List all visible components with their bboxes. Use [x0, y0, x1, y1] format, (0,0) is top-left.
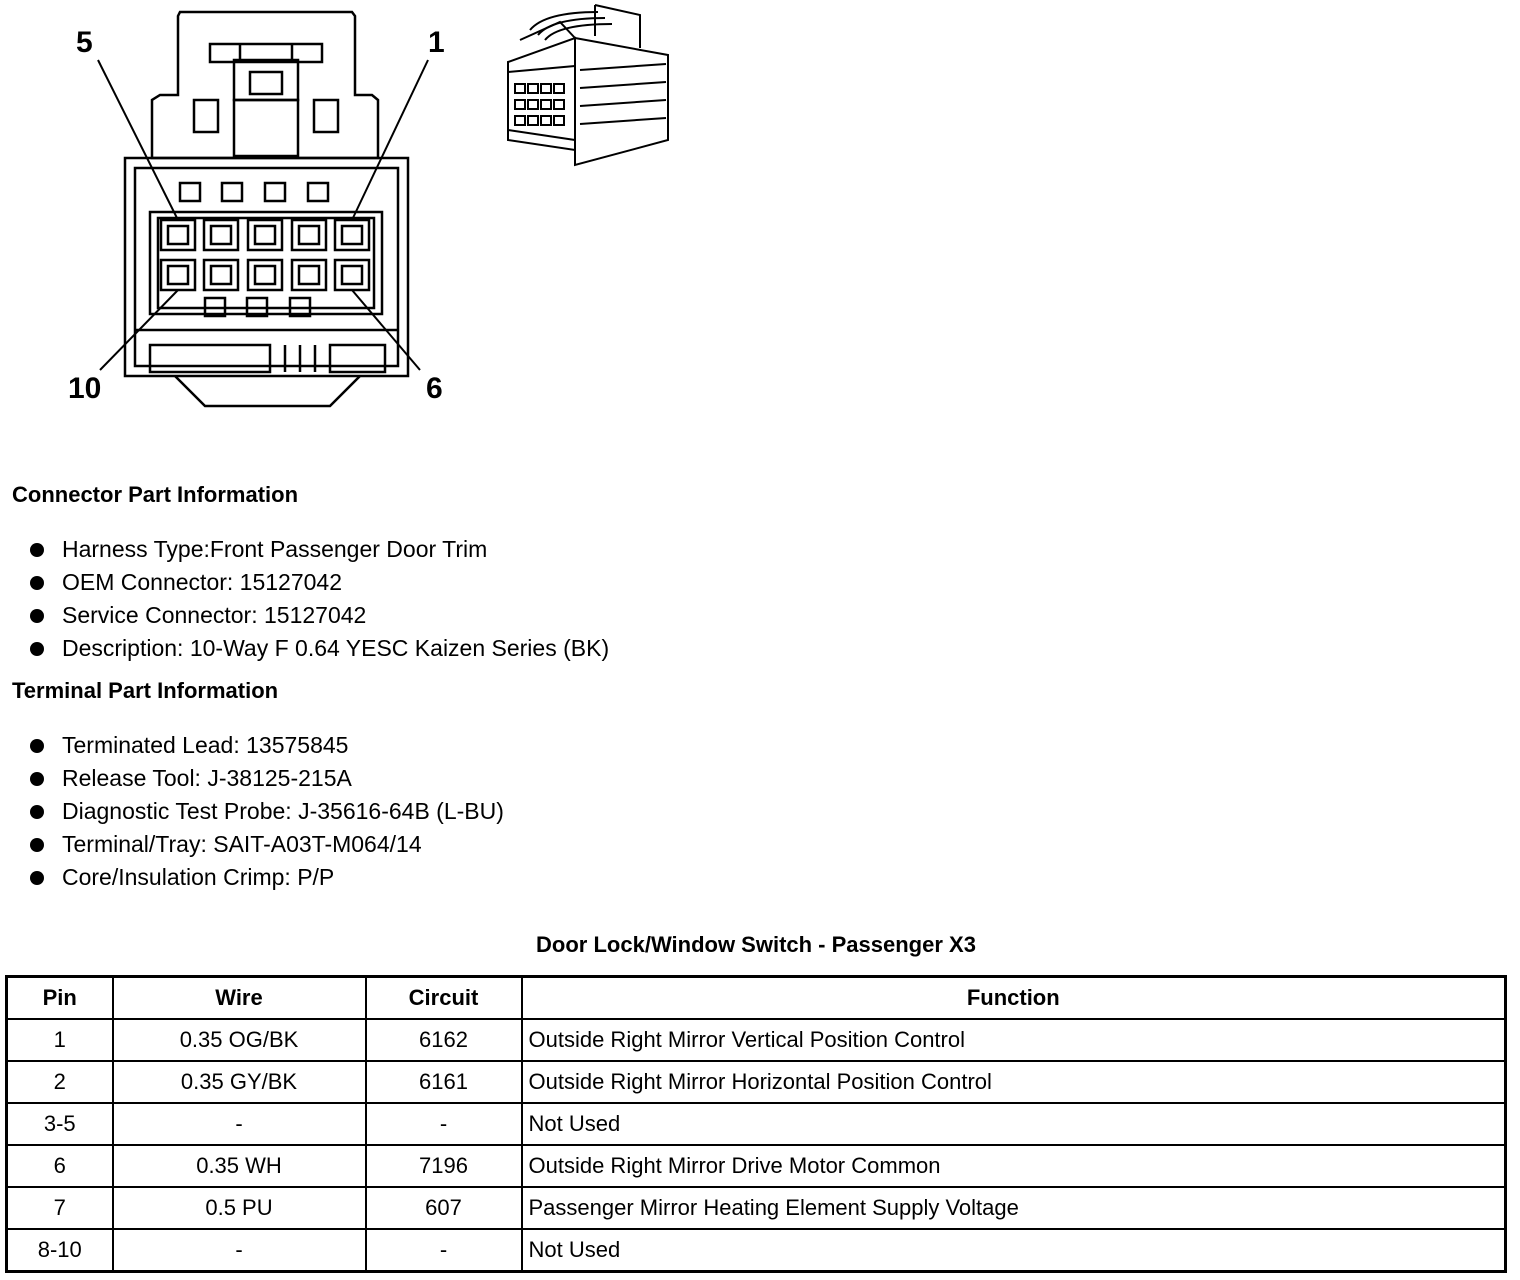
terminal-info-item: Terminated Lead: 13575845 — [62, 732, 349, 758]
cell-wire: - — [113, 1229, 366, 1272]
pin-label-10: 10 — [68, 372, 102, 405]
cavities-top-row — [161, 220, 369, 250]
terminal-info-title: Terminal Part Information — [12, 678, 279, 703]
cell-circuit: 6162 — [366, 1019, 522, 1061]
list-item — [30, 533, 609, 566]
cell-pin: 6 — [7, 1145, 113, 1187]
cell-function: Not Used — [522, 1229, 1506, 1272]
cell-wire: 0.35 GY/BK — [113, 1061, 366, 1103]
connector-diagram — [0, 0, 700, 420]
list-item — [30, 828, 504, 861]
list-item — [30, 566, 609, 599]
header-function: Function — [522, 977, 1506, 1020]
header-circuit: Circuit — [366, 977, 522, 1020]
terminal-info-item: Core/Insulation Crimp: P/P — [62, 864, 335, 890]
cell-function: Outside Right Mirror Vertical Position Control — [522, 1019, 1506, 1061]
connector-info-item: Service Connector: 15127042 — [62, 602, 367, 628]
pin-label-5: 5 — [76, 26, 93, 59]
table-header-row — [7, 977, 1506, 1020]
cell-circuit: 7196 — [366, 1145, 522, 1187]
cavities-bottom-row — [161, 260, 369, 290]
pin-label-1: 1 — [428, 26, 445, 59]
header-wire: Wire — [113, 977, 366, 1020]
bullet-icon — [30, 871, 44, 885]
cell-wire: - — [113, 1103, 366, 1145]
terminal-info-item: Diagnostic Test Probe: J-35616-64B (L-BU) — [62, 798, 504, 824]
connector-isometric-view — [508, 5, 668, 165]
cell-pin: 1 — [7, 1019, 113, 1061]
list-item — [30, 632, 609, 665]
cell-pin: 2 — [7, 1061, 113, 1103]
list-item — [30, 599, 609, 632]
table-row — [7, 1061, 1506, 1103]
cell-circuit: 607 — [366, 1187, 522, 1229]
list-item — [30, 795, 504, 828]
pin-table — [5, 975, 1507, 1273]
list-item — [30, 729, 504, 762]
bullet-icon — [30, 838, 44, 852]
pin-label-6: 6 — [426, 372, 443, 405]
terminal-info-item: Terminal/Tray: SAIT-A03T-M064/14 — [62, 831, 422, 857]
header-pin: Pin — [7, 977, 113, 1020]
cell-function: Outside Right Mirror Horizontal Position Control — [522, 1061, 1506, 1103]
table-row — [7, 1103, 1506, 1145]
cell-function: Not Used — [522, 1103, 1506, 1145]
bullet-icon — [30, 772, 44, 786]
cell-function: Passenger Mirror Heating Element Supply Voltage — [522, 1187, 1506, 1229]
connector-info-item: OEM Connector: 15127042 — [62, 569, 343, 595]
table-row — [7, 1145, 1506, 1187]
table-row — [7, 1019, 1506, 1061]
table-title: Door Lock/Window Switch - Passenger X3 — [536, 932, 976, 957]
cell-wire: 0.35 WH — [113, 1145, 366, 1187]
cell-pin: 7 — [7, 1187, 113, 1229]
bullet-icon — [30, 609, 44, 623]
cell-pin: 3-5 — [7, 1103, 113, 1145]
terminal-info-list — [30, 729, 504, 894]
bullet-icon — [30, 576, 44, 590]
cell-circuit: - — [366, 1229, 522, 1272]
cell-function: Outside Right Mirror Drive Motor Common — [522, 1145, 1506, 1187]
list-item — [30, 762, 504, 795]
list-item — [30, 861, 504, 894]
connector-info-title: Connector Part Information — [12, 482, 299, 507]
cell-wire: 0.35 OG/BK — [113, 1019, 366, 1061]
table-row — [7, 1187, 1506, 1229]
terminal-info-item: Release Tool: J-38125-215A — [62, 765, 352, 791]
connector-info-item: Harness Type:Front Passenger Door Trim — [62, 536, 488, 562]
bullet-icon — [30, 739, 44, 753]
bullet-icon — [30, 642, 44, 656]
cell-pin: 8-10 — [7, 1229, 113, 1272]
cell-circuit: 6161 — [366, 1061, 522, 1103]
cell-wire: 0.5 PU — [113, 1187, 366, 1229]
connector-info-list — [30, 533, 609, 665]
connector-info-item: Description: 10-Way F 0.64 YESC Kaizen Series (BK) — [62, 635, 610, 661]
bullet-icon — [30, 543, 44, 557]
bullet-icon — [30, 805, 44, 819]
connector-latch — [152, 12, 378, 158]
cell-circuit: - — [366, 1103, 522, 1145]
table-row — [7, 1229, 1506, 1272]
